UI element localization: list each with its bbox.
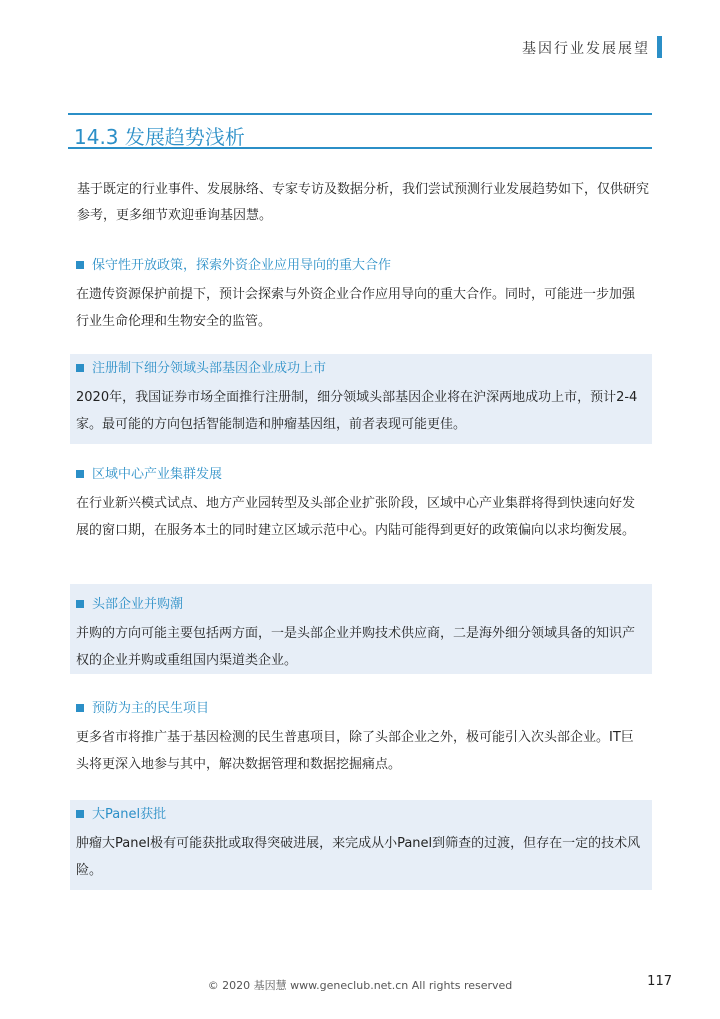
trend-heading-text: 头部企业并购潮 — [92, 597, 184, 612]
trend-heading — [76, 253, 646, 279]
trend-block-1 — [70, 253, 652, 331]
trend-heading-text: 区域中心产业集群发展 — [92, 467, 223, 482]
trend-body: 肿瘤大Panel极有可能获批或取得突破进展，来完成从小Panel到筛查的过渡，但存在一定的技术风险。 — [76, 836, 641, 878]
trend-body: 并购的方向可能主要包括两方面，一是头部企业并购技术供应商，二是海外细分领域具备的知识产权的企业并购或重组国内渠道类企业。 — [76, 626, 636, 668]
intro-paragraph: 基于既定的行业事件、发展脉络、专家专访及数据分析，我们尝试预测行业发展趋势如下，仅供研究参考，更多细节欢迎垂询基因慧。 — [77, 182, 650, 223]
trend-body: 2020年，我国证券市场全面推行注册制，细分领域头部基因企业将在沪深两地成功上市，预计2-4家。最可能的方向包括智能制造和肿瘤基因组，前者表现可能更佳。 — [76, 390, 638, 432]
trend-heading-text: 大Panel获批 — [92, 807, 167, 822]
header-accent-bar — [657, 36, 662, 58]
square-bullet-icon — [76, 364, 84, 372]
trend-heading-text: 保守性开放政策，探索外资企业应用导向的重大合作 — [92, 258, 392, 273]
trend-body: 在遗传资源保护前提下，预计会探索与外资企业合作应用导向的重大合作。同时，可能进一步加强行业生命伦理和生物安全的监管。 — [76, 287, 636, 329]
trend-heading-text: 预防为主的民生项目 — [92, 701, 210, 716]
trend-heading — [76, 802, 646, 828]
square-bullet-icon — [76, 600, 84, 608]
square-bullet-icon — [76, 261, 84, 269]
trend-body: 在行业新兴模式试点、地方产业园转型及头部企业扩张阶段，区域中心产业集群将得到快速向好发展的窗口期，在服务本土的同时建立区域示范中心。内陆可能得到更好的政策偏向以求均衡发展。 — [76, 496, 636, 538]
trend-block-4 — [70, 584, 652, 674]
section-title-frame — [68, 113, 652, 149]
square-bullet-icon — [76, 810, 84, 818]
section-title: 14.3 发展趋势浅析 — [74, 125, 245, 149]
trend-heading — [76, 592, 646, 618]
square-bullet-icon — [76, 704, 84, 712]
trend-block-6 — [70, 800, 652, 890]
header-title: 基因行业发展展望 — [522, 41, 650, 57]
trend-block-5 — [70, 696, 652, 776]
footer-copyright: © 2020 基因慧 www.geneclub.net.cn All rights reserved — [207, 979, 513, 992]
trend-block-2 — [70, 354, 652, 444]
trend-heading — [76, 462, 646, 488]
trend-heading-text: 注册制下细分领域头部基因企业成功上市 — [92, 361, 327, 376]
trend-heading — [76, 356, 646, 382]
trend-heading — [76, 696, 646, 722]
square-bullet-icon — [76, 470, 84, 478]
trend-block-3 — [70, 462, 652, 566]
trend-body: 更多省市将推广基于基因检测的民生普惠项目，除了头部企业之外，极可能引入次头部企业。IT巨头将更深入地参与其中，解决数据管理和数据挖掘痛点。 — [76, 730, 634, 772]
page-number: 117 — [647, 974, 672, 989]
